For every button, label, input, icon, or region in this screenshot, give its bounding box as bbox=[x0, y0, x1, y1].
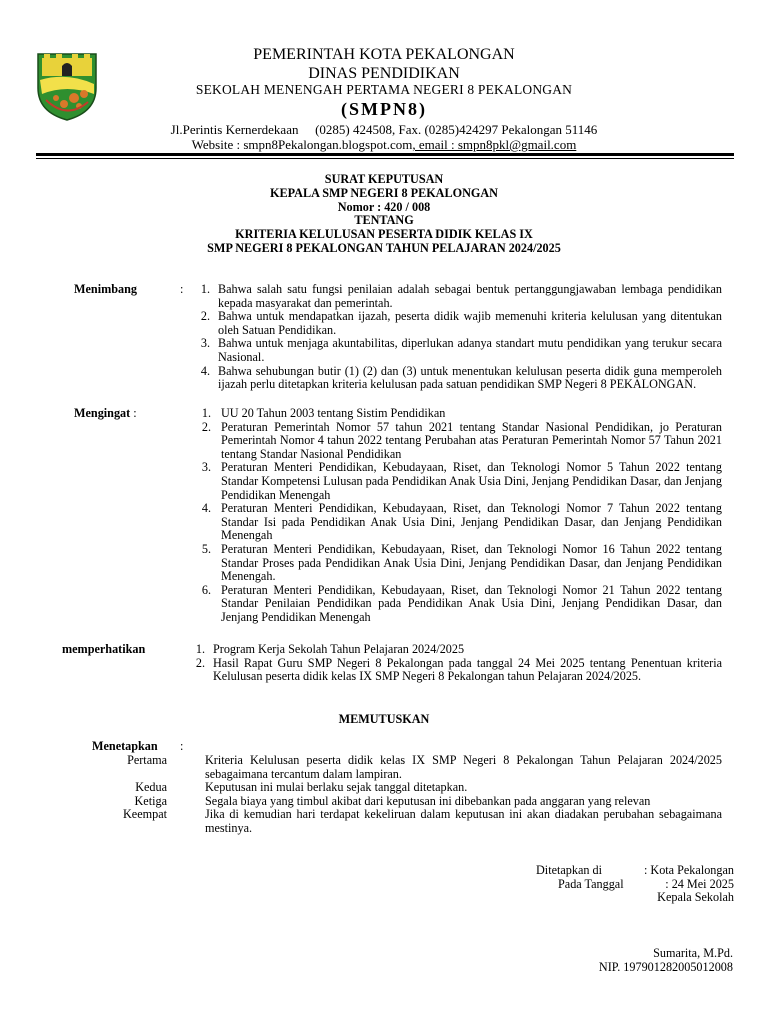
item-key: Kedua bbox=[135, 780, 167, 795]
menetapkan-list bbox=[60, 754, 722, 836]
signer-role: Kepala Sekolah bbox=[657, 890, 734, 905]
place-row bbox=[536, 864, 734, 878]
signer-name: Sumarita, M.Pd. bbox=[653, 946, 733, 960]
letterhead-divider-thin bbox=[36, 158, 734, 159]
list-item bbox=[60, 795, 722, 809]
item-text: Bahwa salah satu fungsi penilaian adalah sebagai bentuk pertanggungjawaban lembaga pendidikan kepada masyarakat dan pemerintah. bbox=[218, 282, 722, 310]
menimbang-label: Menimbang bbox=[74, 282, 137, 296]
item-number: 1. bbox=[201, 406, 211, 420]
list-item bbox=[60, 754, 722, 781]
item-number: 2. bbox=[200, 309, 210, 324]
doc-title: SURAT KEPUTUSAN bbox=[324, 172, 444, 186]
item-text: Peraturan Menteri Pendidikan, Kebudayaan, Riset, dan Teknologi Nomor 21 Tahun 2022 tentang Standar Penilaian Pendidikan pada Pendidikan Anak Usia Dini, Jenjang Pendidikan Dasar, dan Jenjang Pendidikan Menengah bbox=[221, 582, 722, 624]
item-key: Pertama bbox=[127, 753, 167, 767]
item-number: 4. bbox=[201, 501, 211, 516]
list-item bbox=[60, 781, 722, 795]
item-text: Peraturan Pemerintah Nomor 57 tahun 2021 tentang Standar Nasional Pendidikan, jo Peraturan Pemerintah Nomor 4 tahun 2022 tentang Perubahan atas Peraturan Pemerintah Nomor 57 Tahun 2021 tentang Standar Nasional Pendidikan bbox=[221, 419, 722, 461]
item-text: Peraturan Menteri Pendidikan, Kebudayaan, Riset, dan Teknologi Nomor 7 Tahun 2022 tentang Standar Isi pada Pendidikan Anak Usia Dini, Jenjang Pendidikan Dasar, dan Jenjang Pendidikan Menengah bbox=[221, 501, 722, 543]
item-text: Bahwa untuk mendapatkan ijazah, peserta didik wajib memenuhi kriteria kelulusan yang ditentukan oleh Satuan Pendidikan. bbox=[218, 309, 722, 337]
letterhead-divider-thick bbox=[36, 153, 734, 156]
website-text: Website : smpn8Pekalongan.blogspot.com bbox=[191, 137, 413, 152]
list-item bbox=[188, 310, 722, 337]
mengingat-label: Mengingat bbox=[74, 406, 131, 420]
item-text: Hasil Rapat Guru SMP Negeri 8 Pekalongan pada tanggal 24 Mei 2025 tentang Penentuan kriteria Kelulusan peserta didik kelas IX SMP Negeri 8 Pekalongan tahun Pelajaran 2024/2025. bbox=[213, 655, 722, 684]
item-number: 1. bbox=[195, 642, 205, 656]
letterhead-line2: DINAS PENDIDIKAN bbox=[308, 65, 460, 82]
item-number: 4. bbox=[200, 363, 210, 378]
item-text: Peraturan Menteri Pendidikan, Kebudayaan, Riset, dan Teknologi Nomor 5 Tahun 2022 tentang Standar Kompetensi Lulusan pada Pendidikan Anak Usia Dini, Jenjang Pendidikan Dasar, dan Jenjang Pendidikan Menengah bbox=[221, 460, 722, 502]
signer-nip: NIP. 197901282005012008 bbox=[598, 960, 733, 974]
item-text: Keputusan ini mulai berlaku sejak tanggal ditetapkan. bbox=[205, 780, 468, 795]
mengingat-colon: : bbox=[133, 406, 137, 420]
letterhead-line1: PEMERINTAH KOTA PEKALONGAN bbox=[253, 46, 515, 63]
item-number: 2. bbox=[195, 655, 205, 670]
date-label: Pada Tanggal bbox=[558, 876, 624, 891]
item-number: 5. bbox=[201, 541, 211, 556]
menetapkan-label: Menetapkan bbox=[92, 739, 158, 753]
signature-block bbox=[536, 864, 734, 905]
letterhead-website bbox=[100, 137, 668, 152]
item-text: Kriteria Kelulusan peserta didik kelas IX SMP Negeri 8 Pekalongan Tahun Pelajaran 2024/2025 sebagaimana tercantum dalam lampiran. bbox=[205, 753, 722, 781]
list-item bbox=[191, 543, 722, 584]
item-number: 1. bbox=[200, 282, 210, 296]
letterhead-school-name: SEKOLAH MENENGAH PERTAMA NEGERI 8 PEKALONGAN bbox=[195, 82, 573, 97]
doc-about: TENTANG bbox=[354, 213, 414, 227]
item-text: Bahwa sehubungan butir (1) (2) dan (3) untuk menentukan kelulusan peserta didik guna memperoleh ijazah perlu ditetapkan kriteria kelulusan pada satuan pendidikan SMP Negeri 8 PEKALONGAN. bbox=[218, 363, 722, 392]
item-number: 3. bbox=[201, 460, 211, 475]
menimbang-list bbox=[188, 283, 722, 392]
memperhatikan-label: memperhatikan bbox=[62, 642, 146, 656]
list-item bbox=[188, 337, 722, 364]
list-item bbox=[191, 421, 722, 462]
date-row bbox=[536, 878, 734, 892]
menetapkan-colon: : bbox=[180, 739, 184, 753]
item-number: 6. bbox=[201, 582, 211, 597]
list-item bbox=[60, 808, 722, 835]
list-item bbox=[191, 461, 722, 502]
item-text: Bahwa untuk menjaga akuntabilitas, diperlukan adanya standart mutu pendidikan yang terukur secara Nasional. bbox=[218, 336, 722, 364]
memutuskan-heading: MEMUTUSKAN bbox=[338, 712, 430, 726]
item-key: Ketiga bbox=[134, 793, 167, 808]
list-item bbox=[191, 407, 722, 421]
list-item bbox=[189, 643, 722, 657]
item-text: UU 20 Tahun 2003 tentang Sistim Pendidikan bbox=[221, 406, 446, 420]
place-label: Ditetapkan di bbox=[536, 863, 602, 877]
list-item bbox=[191, 584, 722, 625]
memperhatikan-list bbox=[189, 643, 722, 684]
doc-issuer: KEPALA SMP NEGERI 8 PEKALONGAN bbox=[270, 186, 498, 200]
item-number: 2. bbox=[201, 419, 211, 434]
letterhead-acronym: (SMPN8) bbox=[341, 99, 427, 119]
letterhead-address: Jl.Perintis Kernerdekaan (0285) 424508, Fax. (0285)424297 Pekalongan 51146 bbox=[177, 122, 591, 137]
place-value: : Kota Pekalongan bbox=[643, 863, 734, 877]
item-text: Program Kerja Sekolah Tahun Pelajaran 2024/2025 bbox=[213, 642, 465, 656]
email-link[interactable]: , email : smpn8pkl@gmail.com bbox=[412, 137, 577, 152]
list-item bbox=[188, 365, 722, 392]
list-item bbox=[189, 657, 722, 684]
item-text: Peraturan Menteri Pendidikan, Kebudayaan, Riset, dan Teknologi Nomor 16 Tahun 2022 tentang Standar Proses pada Pendidikan Anak Usia Dini, Jenjang Pendidikan Dasar, dan Jenjang Pendidikan Menengah. bbox=[221, 541, 722, 584]
item-text: Jika di kemudian hari terdapat kekeliruan dalam keputusan ini akan diadakan perubahan sebagaimana mestinya. bbox=[205, 807, 722, 835]
date-value: : 24 Mei 2025 bbox=[665, 876, 734, 891]
item-text: Segala biaya yang timbul akibat dari keputusan ini dibebankan pada anggaran yang relevan bbox=[205, 793, 651, 808]
item-number: 3. bbox=[200, 336, 210, 351]
mengingat-list bbox=[191, 407, 722, 625]
doc-number: Nomor : 420 / 008 bbox=[337, 200, 431, 214]
item-key: Keempat bbox=[123, 807, 167, 822]
doc-subject-year: SMP NEGERI 8 PEKALONGAN TAHUN PELAJARAN 2024/2025 bbox=[207, 241, 561, 255]
list-item bbox=[191, 502, 722, 543]
menimbang-colon: : bbox=[180, 282, 184, 296]
doc-subject: KRITERIA KELULUSAN PESERTA DIDIK KELAS IX bbox=[235, 227, 533, 241]
list-item bbox=[188, 283, 722, 310]
school-logo bbox=[34, 50, 100, 122]
mengingat-heading bbox=[74, 407, 137, 421]
